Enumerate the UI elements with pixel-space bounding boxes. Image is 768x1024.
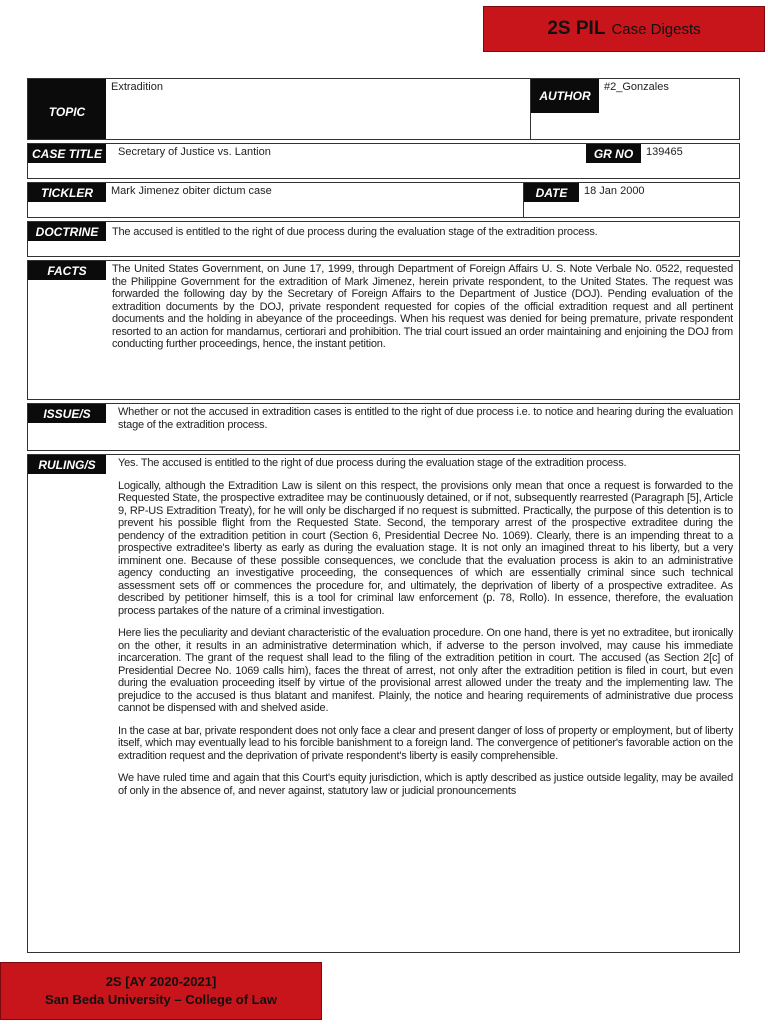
doctrine-label: DOCTRINE (28, 222, 106, 241)
facts-value: The United States Government, on June 17, 1999, through Department of Foreign Affairs U. S. Note Verbale No. 0522, requested the Philippine Government for the extradition of Mark Jimenez, herein private respondent, to the United States. The request was forwarded the following day by the Secretary of Foreign Affairs to the Department of Justice (DOJ). Pending evaluation of the extradition documents by the DOJ, private respondent requested for copies of the official extradition request and all pertinent documents and the holding in abeyance of the proceedings. When his request was denied for being premature, private respondent resorted to an action for mandamus, certiorari and prohibition. The trial court issued an order maintaining and enjoining the DOJ from conducting further proceedings, hence, the instant petition. (112, 263, 733, 350)
header-banner (483, 6, 765, 52)
footer-banner (0, 962, 322, 1020)
ruling-label: RULING/S (28, 455, 106, 474)
issue-label: ISSUE/S (28, 404, 106, 423)
tickler-label: TICKLER (28, 183, 106, 202)
footer-year: 2S [AY 2020-2021] (105, 974, 217, 989)
date-value: 18 Jan 2000 (584, 185, 645, 197)
issue-row (27, 403, 740, 451)
gr-no-value: 139465 (646, 146, 683, 158)
header-subtitle: Case Digests (611, 20, 701, 38)
tickler-row (27, 182, 740, 218)
ruling-paragraph: Here lies the peculiarity and deviant characteristic of the evaluation procedure. On one hand, there is yet no extraditee, but ironically on the other, it results in an administrative determination which, if adverse to the person involved, may cause his immediate incarceration. The grant of the request shall lead to the filing of the extradition petition in court. The accused (as Section 2[c] of Presidential Decree No. 1069 calls him), faces the threat of arrest, not only after the extradition petition is filed in court, but even during the evaluation proceeding itself by virtue of the provisional arrest allowed under the treaty and the implementing law. The prejudice to the accused is thus blatant and manifest. Plainly, the notice and hearing requirements of administrative due process cannot be dispensed with and shelved aside. (118, 627, 733, 714)
case-title-label: CASE TITLE (28, 144, 106, 163)
ruling-row (27, 454, 740, 953)
ruling-paragraph: Yes. The accused is entitled to the right of due process during the evaluation stage of the extradition process. (118, 457, 627, 469)
ruling-paragraph: We have ruled time and again that this Court's equity jurisdiction, which is aptly described as justice outside legality, may be availed of only in the absence of, and never against, statutory law or judicial pronouncements (118, 772, 733, 797)
case-title-row (27, 143, 740, 179)
author-label: AUTHOR (531, 79, 599, 113)
doctrine-value: The accused is entitled to the right of due process during the evaluation stage of the extradition process. (112, 226, 598, 238)
topic-row (27, 78, 740, 140)
topic-value: Extradition (106, 79, 531, 139)
doctrine-row (27, 221, 740, 257)
gr-no-label: GR NO (586, 144, 641, 163)
header-title: 2S PIL (547, 18, 606, 39)
footer-school: San Beda University – College of Law (45, 992, 277, 1007)
issue-value: Whether or not the accused in extradition cases is entitled to the right of due process i.e. to notice and hearing during the evaluation stage of the extradition process. (118, 406, 733, 431)
facts-row (27, 260, 740, 400)
date-label: DATE (524, 183, 579, 202)
author-value: #2_Gonzales (604, 81, 669, 93)
ruling-value (106, 455, 739, 952)
ruling-paragraph: In the case at bar, private respondent does not only face a clear and present danger of loss of property or employment, but of liberty itself, which may eventually lead to his forcible banishment to a foreign land. The convergence of petitioner's favorable action on the extradition request and the deprivation of private respondent's liberty is easily comprehensible. (118, 724, 733, 762)
facts-label: FACTS (28, 261, 106, 280)
tickler-value: Mark Jimenez obiter dictum case (106, 183, 524, 217)
case-title-value: Secretary of Justice vs. Lantion (118, 146, 271, 158)
ruling-paragraph: Logically, although the Extradition Law is silent on this respect, the provisions only mean that once a request is forwarded to the Requested State, the prospective extraditee may be continuously detained, or if not, subsequently rearrested (Paragraph [5], Article 9, RP-US Extradition Treaty), for he will only be discharged if no request is submitted. Practically, the purpose of this detention is to prevent his possible flight from the Requested State. Second, the temporary arrest of the prospective extraditee during the pendency of the extradition petition in court (Section 6, Presidential Decree No. 1069). Clearly, there is an impending threat to a prospective extraditee's liberty as early as during the evaluation stage. It is not only an imagined threat to his liberty, but a very imminent one. Because of these possible consequences, we conclude that the evaluation process is akin to an administrative agency conducting an investigative proceeding, the consequences of which are essentially criminal since such technical assessment sets off or commences the procedure for, and ultimately, the deprivation of liberty of a prospective extraditee. As described by petitioner himself, this is a tool for criminal law enforcement (p. 78, Rollo). In essence, therefore, the evaluation process partakes of the nature of a criminal investigation. (118, 479, 733, 617)
topic-label: TOPIC (28, 79, 106, 139)
case-digest-form (27, 78, 740, 953)
